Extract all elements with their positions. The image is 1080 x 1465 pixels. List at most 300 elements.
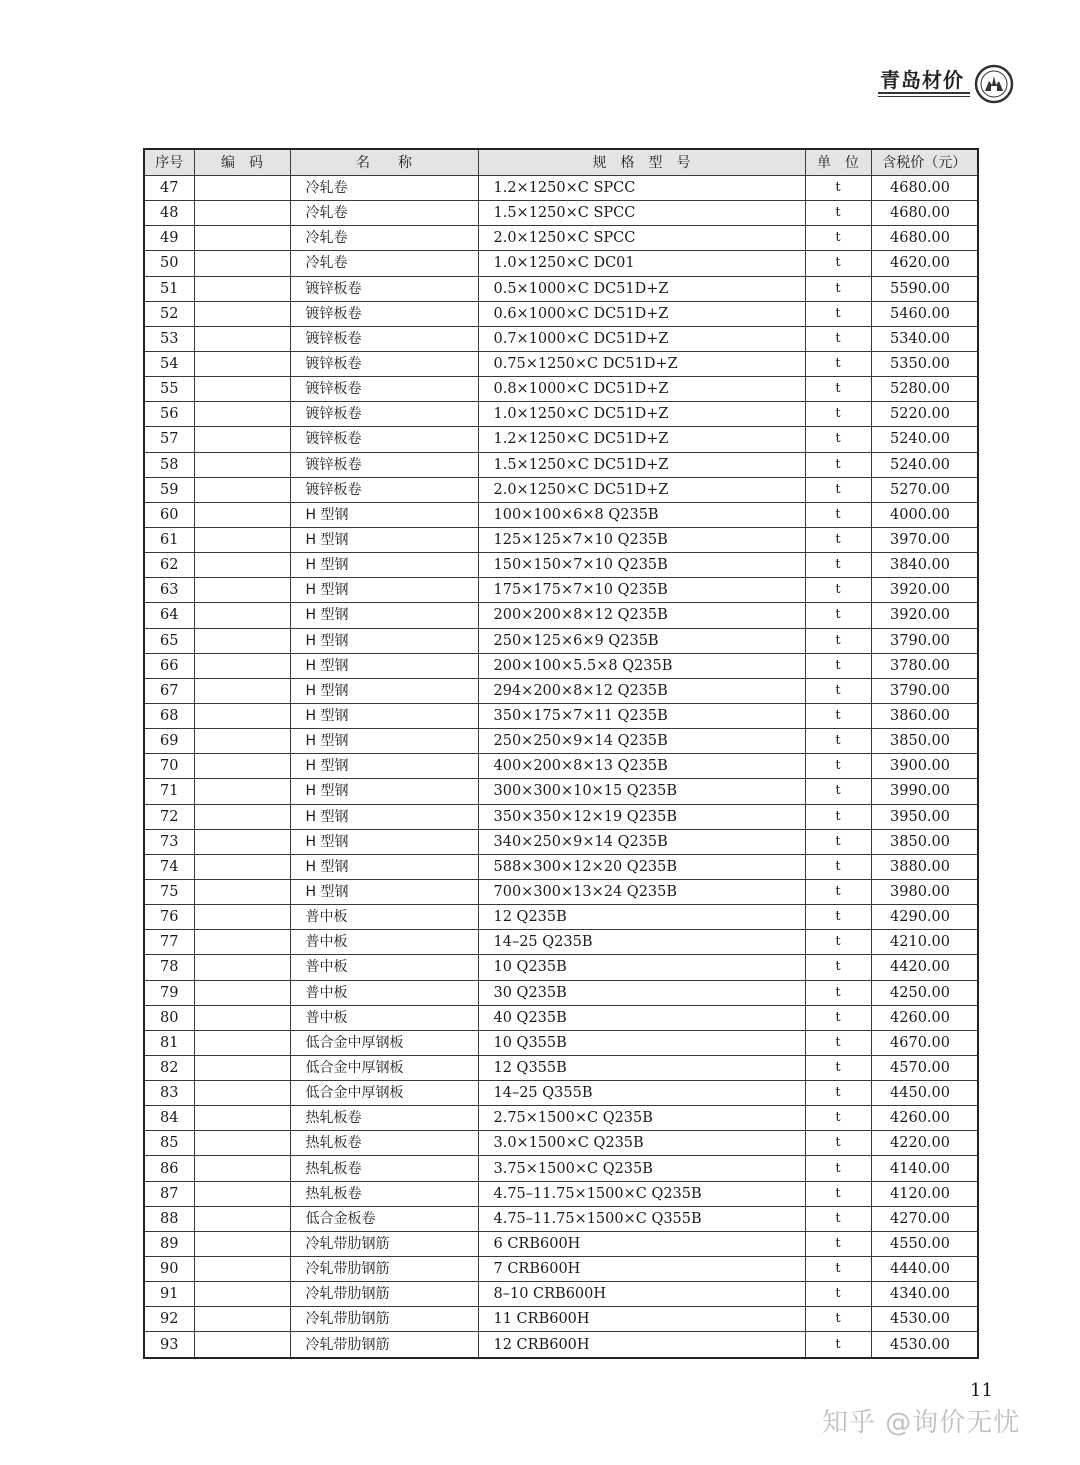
table-row	[144, 326, 978, 351]
cell-name: 热轧板卷	[290, 1181, 478, 1206]
cell-no: 69	[144, 729, 194, 754]
cell-spec: 3.0×1500×C Q235B	[478, 1131, 805, 1156]
cell-unit: t	[805, 527, 871, 552]
cell-price: 4680.00	[871, 226, 978, 251]
cell-spec: 340×250×9×14 Q235B	[478, 829, 805, 854]
cell-unit: t	[805, 1156, 871, 1181]
cell-unit: t	[805, 1081, 871, 1106]
cell-unit: t	[805, 754, 871, 779]
cell-code	[194, 553, 290, 578]
cell-no: 67	[144, 678, 194, 703]
cell-spec: 200×100×5.5×8 Q235B	[478, 653, 805, 678]
column-header-price: 含税价（元）	[871, 149, 978, 176]
cell-spec: 150×150×7×10 Q235B	[478, 553, 805, 578]
cell-unit: t	[805, 1307, 871, 1332]
cell-code	[194, 1282, 290, 1307]
cell-price: 4270.00	[871, 1206, 978, 1231]
cell-price: 4670.00	[871, 1030, 978, 1055]
cell-unit: t	[805, 955, 871, 980]
cell-name: 低合金板卷	[290, 1206, 478, 1231]
table-row	[144, 176, 978, 201]
cell-unit: t	[805, 1332, 871, 1358]
cell-code	[194, 452, 290, 477]
cell-price: 5280.00	[871, 377, 978, 402]
cell-unit: t	[805, 1231, 871, 1256]
cell-name: 镀锌板卷	[290, 276, 478, 301]
table-row	[144, 653, 978, 678]
cell-code	[194, 176, 290, 201]
cell-price: 5590.00	[871, 276, 978, 301]
cell-no: 68	[144, 703, 194, 728]
cell-name: H 型钢	[290, 779, 478, 804]
cell-unit: t	[805, 201, 871, 226]
cell-name: H 型钢	[290, 603, 478, 628]
cell-code	[194, 402, 290, 427]
cell-no: 93	[144, 1332, 194, 1358]
cell-price: 4340.00	[871, 1282, 978, 1307]
cell-spec: 300×300×10×15 Q235B	[478, 779, 805, 804]
cell-no: 56	[144, 402, 194, 427]
cell-price: 5220.00	[871, 402, 978, 427]
cell-price: 5350.00	[871, 351, 978, 376]
cell-spec: 2.75×1500×C Q235B	[478, 1106, 805, 1131]
cell-unit: t	[805, 276, 871, 301]
cell-no: 49	[144, 226, 194, 251]
cell-code	[194, 377, 290, 402]
cell-no: 83	[144, 1081, 194, 1106]
column-header-unit: 单 位	[805, 149, 871, 176]
cell-no: 91	[144, 1282, 194, 1307]
cell-name: H 型钢	[290, 502, 478, 527]
cell-price: 4440.00	[871, 1257, 978, 1282]
cell-price: 4420.00	[871, 955, 978, 980]
cell-code	[194, 326, 290, 351]
cell-code	[194, 251, 290, 276]
table-row	[144, 1131, 978, 1156]
cell-no: 92	[144, 1307, 194, 1332]
price-table	[143, 148, 979, 1359]
cell-no: 65	[144, 628, 194, 653]
cell-code	[194, 628, 290, 653]
cell-code	[194, 980, 290, 1005]
cell-unit: t	[805, 905, 871, 930]
cell-unit: t	[805, 251, 871, 276]
cell-spec: 7 CRB600H	[478, 1257, 805, 1282]
cell-spec: 0.75×1250×C DC51D+Z	[478, 351, 805, 376]
cell-code	[194, 1106, 290, 1131]
cell-spec: 250×125×6×9 Q235B	[478, 628, 805, 653]
cell-no: 63	[144, 578, 194, 603]
table-row	[144, 276, 978, 301]
cell-name: 冷轧带肋钢筋	[290, 1332, 478, 1358]
cell-price: 4570.00	[871, 1055, 978, 1080]
cell-code	[194, 678, 290, 703]
cell-name: 镀锌板卷	[290, 326, 478, 351]
cell-price: 3920.00	[871, 578, 978, 603]
cell-code	[194, 804, 290, 829]
cell-code	[194, 955, 290, 980]
cell-price: 4000.00	[871, 502, 978, 527]
cell-unit: t	[805, 1055, 871, 1080]
cell-no: 62	[144, 553, 194, 578]
cell-code	[194, 301, 290, 326]
cell-unit: t	[805, 553, 871, 578]
cell-price: 3980.00	[871, 879, 978, 904]
table-row	[144, 854, 978, 879]
cell-no: 77	[144, 930, 194, 955]
cell-unit: t	[805, 402, 871, 427]
cell-code	[194, 527, 290, 552]
cell-no: 75	[144, 879, 194, 904]
table-row	[144, 402, 978, 427]
cell-name: 低合金中厚钢板	[290, 1055, 478, 1080]
cell-no: 59	[144, 477, 194, 502]
cell-code	[194, 226, 290, 251]
cell-code	[194, 1005, 290, 1030]
table-row	[144, 351, 978, 376]
cell-no: 71	[144, 779, 194, 804]
cell-name: 冷轧卷	[290, 176, 478, 201]
table-row	[144, 226, 978, 251]
cell-price: 3880.00	[871, 854, 978, 879]
cell-code	[194, 502, 290, 527]
header-rule	[878, 96, 970, 97]
cell-spec: 0.8×1000×C DC51D+Z	[478, 377, 805, 402]
cell-spec: 2.0×1250×C SPCC	[478, 226, 805, 251]
cell-price: 5460.00	[871, 301, 978, 326]
table-row	[144, 1282, 978, 1307]
cell-price: 3780.00	[871, 653, 978, 678]
cell-name: 冷轧卷	[290, 251, 478, 276]
cell-unit: t	[805, 427, 871, 452]
cell-price: 3950.00	[871, 804, 978, 829]
cell-code	[194, 1030, 290, 1055]
cell-name: 普中板	[290, 955, 478, 980]
cell-unit: t	[805, 879, 871, 904]
table-row	[144, 905, 978, 930]
cell-no: 79	[144, 980, 194, 1005]
cell-spec: 11 CRB600H	[478, 1307, 805, 1332]
cell-name: 低合金中厚钢板	[290, 1030, 478, 1055]
cell-price: 4680.00	[871, 201, 978, 226]
cell-no: 78	[144, 955, 194, 980]
cell-no: 86	[144, 1156, 194, 1181]
cell-no: 53	[144, 326, 194, 351]
cell-name: 冷轧卷	[290, 226, 478, 251]
table-row	[144, 1332, 978, 1358]
cell-name: H 型钢	[290, 703, 478, 728]
cell-name: 热轧板卷	[290, 1156, 478, 1181]
cell-no: 84	[144, 1106, 194, 1131]
cell-no: 48	[144, 201, 194, 226]
cell-spec: 588×300×12×20 Q235B	[478, 854, 805, 879]
column-header-no: 序号	[144, 149, 194, 176]
cell-no: 82	[144, 1055, 194, 1080]
cell-code	[194, 1181, 290, 1206]
cell-unit: t	[805, 1106, 871, 1131]
cell-code	[194, 829, 290, 854]
cell-name: 普中板	[290, 905, 478, 930]
cell-no: 52	[144, 301, 194, 326]
cell-spec: 12 Q235B	[478, 905, 805, 930]
cell-no: 57	[144, 427, 194, 452]
cell-unit: t	[805, 1206, 871, 1231]
table-row	[144, 1156, 978, 1181]
cell-name: 镀锌板卷	[290, 427, 478, 452]
cell-code	[194, 1332, 290, 1358]
cell-spec: 14–25 Q355B	[478, 1081, 805, 1106]
cell-spec: 1.2×1250×C DC51D+Z	[478, 427, 805, 452]
cell-price: 4450.00	[871, 1081, 978, 1106]
publication-title: 青岛材价	[880, 68, 964, 92]
cell-spec: 400×200×8×13 Q235B	[478, 754, 805, 779]
table-row	[144, 427, 978, 452]
table-row	[144, 1231, 978, 1256]
cell-code	[194, 653, 290, 678]
cell-unit: t	[805, 729, 871, 754]
table-row	[144, 452, 978, 477]
cell-price: 3900.00	[871, 754, 978, 779]
cell-price: 4530.00	[871, 1332, 978, 1358]
cell-name: H 型钢	[290, 754, 478, 779]
cell-name: H 型钢	[290, 628, 478, 653]
cell-unit: t	[805, 854, 871, 879]
cell-spec: 350×175×7×11 Q235B	[478, 703, 805, 728]
cell-unit: t	[805, 578, 871, 603]
table-row	[144, 829, 978, 854]
cell-no: 66	[144, 653, 194, 678]
cell-code	[194, 351, 290, 376]
table-row	[144, 1005, 978, 1030]
cell-code	[194, 703, 290, 728]
cell-spec: 8–10 CRB600H	[478, 1282, 805, 1307]
cell-spec: 0.6×1000×C DC51D+Z	[478, 301, 805, 326]
cell-price: 3850.00	[871, 829, 978, 854]
column-header-name: 名 称	[290, 149, 478, 176]
table-body	[144, 176, 978, 1358]
cell-price: 3990.00	[871, 779, 978, 804]
table-row	[144, 930, 978, 955]
cell-unit: t	[805, 829, 871, 854]
cell-code	[194, 1131, 290, 1156]
cell-unit: t	[805, 176, 871, 201]
cell-unit: t	[805, 779, 871, 804]
cell-name: H 型钢	[290, 829, 478, 854]
cell-name: 普中板	[290, 930, 478, 955]
table-row	[144, 804, 978, 829]
cell-no: 58	[144, 452, 194, 477]
cell-price: 5240.00	[871, 452, 978, 477]
watermark: 知乎 @询价无忧	[822, 1408, 1021, 1438]
cell-code	[194, 578, 290, 603]
table-row	[144, 955, 978, 980]
table-row	[144, 553, 978, 578]
table-row	[144, 527, 978, 552]
cell-name: H 型钢	[290, 879, 478, 904]
cell-code	[194, 603, 290, 628]
cell-price: 4210.00	[871, 930, 978, 955]
cell-code	[194, 930, 290, 955]
cell-unit: t	[805, 377, 871, 402]
cell-price: 4260.00	[871, 1005, 978, 1030]
cell-no: 85	[144, 1131, 194, 1156]
table-row	[144, 1206, 978, 1231]
cell-spec: 294×200×8×12 Q235B	[478, 678, 805, 703]
cell-code	[194, 276, 290, 301]
cell-unit: t	[805, 226, 871, 251]
cell-code	[194, 1081, 290, 1106]
cell-no: 60	[144, 502, 194, 527]
cell-code	[194, 779, 290, 804]
table-row	[144, 1257, 978, 1282]
cell-name: H 型钢	[290, 804, 478, 829]
cell-unit: t	[805, 1030, 871, 1055]
table-row	[144, 628, 978, 653]
cell-name: 冷轧带肋钢筋	[290, 1307, 478, 1332]
cell-price: 4260.00	[871, 1106, 978, 1131]
cell-unit: t	[805, 452, 871, 477]
table-header-row	[144, 149, 978, 176]
table-row	[144, 1081, 978, 1106]
cell-price: 3860.00	[871, 703, 978, 728]
cell-name: 镀锌板卷	[290, 351, 478, 376]
table-row	[144, 754, 978, 779]
cell-unit: t	[805, 1282, 871, 1307]
table-row	[144, 578, 978, 603]
cell-no: 73	[144, 829, 194, 854]
table-row	[144, 1307, 978, 1332]
table-row	[144, 1030, 978, 1055]
cell-name: 镀锌板卷	[290, 477, 478, 502]
cell-code	[194, 754, 290, 779]
cell-unit: t	[805, 1005, 871, 1030]
cell-spec: 40 Q235B	[478, 1005, 805, 1030]
cell-spec: 1.0×1250×C DC51D+Z	[478, 402, 805, 427]
cell-code	[194, 1307, 290, 1332]
cell-price: 4680.00	[871, 176, 978, 201]
cell-spec: 12 Q355B	[478, 1055, 805, 1080]
cell-code	[194, 201, 290, 226]
cell-no: 74	[144, 854, 194, 879]
cell-spec: 1.5×1250×C DC51D+Z	[478, 452, 805, 477]
cell-no: 51	[144, 276, 194, 301]
cell-unit: t	[805, 678, 871, 703]
cell-name: 低合金中厚钢板	[290, 1081, 478, 1106]
header-rule	[878, 92, 970, 94]
table-row	[144, 377, 978, 402]
cell-price: 5270.00	[871, 477, 978, 502]
table-row	[144, 201, 978, 226]
cell-name: H 型钢	[290, 527, 478, 552]
cell-no: 90	[144, 1257, 194, 1282]
cell-spec: 14–25 Q235B	[478, 930, 805, 955]
cell-name: H 型钢	[290, 678, 478, 703]
cell-code	[194, 1055, 290, 1080]
cell-unit: t	[805, 628, 871, 653]
cell-spec: 700×300×13×24 Q235B	[478, 879, 805, 904]
cell-no: 87	[144, 1181, 194, 1206]
cell-unit: t	[805, 1131, 871, 1156]
column-header-spec: 规 格 型 号	[478, 149, 805, 176]
cell-price: 4220.00	[871, 1131, 978, 1156]
cell-spec: 350×350×12×19 Q235B	[478, 804, 805, 829]
cell-spec: 100×100×6×8 Q235B	[478, 502, 805, 527]
cell-no: 54	[144, 351, 194, 376]
cell-unit: t	[805, 301, 871, 326]
table-row	[144, 729, 978, 754]
cell-spec: 2.0×1250×C DC51D+Z	[478, 477, 805, 502]
cell-no: 55	[144, 377, 194, 402]
cell-name: H 型钢	[290, 653, 478, 678]
cell-unit: t	[805, 653, 871, 678]
cell-spec: 250×250×9×14 Q235B	[478, 729, 805, 754]
cell-name: 镀锌板卷	[290, 301, 478, 326]
cell-spec: 125×125×7×10 Q235B	[478, 527, 805, 552]
cell-price: 3840.00	[871, 553, 978, 578]
cell-spec: 3.75×1500×C Q235B	[478, 1156, 805, 1181]
cell-unit: t	[805, 326, 871, 351]
cell-name: 普中板	[290, 1005, 478, 1030]
cell-price: 4120.00	[871, 1181, 978, 1206]
cell-code	[194, 879, 290, 904]
cell-unit: t	[805, 603, 871, 628]
cell-spec: 200×200×8×12 Q235B	[478, 603, 805, 628]
publication-logo-icon	[974, 64, 1014, 104]
cell-no: 81	[144, 1030, 194, 1055]
cell-price: 4550.00	[871, 1231, 978, 1256]
cell-unit: t	[805, 703, 871, 728]
cell-spec: 175×175×7×10 Q235B	[478, 578, 805, 603]
table-row	[144, 703, 978, 728]
cell-spec: 4.75–11.75×1500×C Q355B	[478, 1206, 805, 1231]
cell-no: 64	[144, 603, 194, 628]
cell-price: 5340.00	[871, 326, 978, 351]
cell-unit: t	[805, 477, 871, 502]
cell-name: H 型钢	[290, 854, 478, 879]
cell-unit: t	[805, 351, 871, 376]
cell-code	[194, 905, 290, 930]
cell-name: 冷轧卷	[290, 201, 478, 226]
cell-unit: t	[805, 804, 871, 829]
cell-spec: 10 Q235B	[478, 955, 805, 980]
cell-name: 镀锌板卷	[290, 377, 478, 402]
column-header-code: 编 码	[194, 149, 290, 176]
cell-price: 3970.00	[871, 527, 978, 552]
cell-no: 72	[144, 804, 194, 829]
cell-spec: 6 CRB600H	[478, 1231, 805, 1256]
cell-price: 5240.00	[871, 427, 978, 452]
cell-name: 冷轧带肋钢筋	[290, 1231, 478, 1256]
table-row	[144, 1106, 978, 1131]
cell-name: H 型钢	[290, 729, 478, 754]
cell-no: 50	[144, 251, 194, 276]
cell-name: 冷轧带肋钢筋	[290, 1282, 478, 1307]
cell-spec: 0.5×1000×C DC51D+Z	[478, 276, 805, 301]
cell-unit: t	[805, 502, 871, 527]
cell-no: 76	[144, 905, 194, 930]
cell-unit: t	[805, 1257, 871, 1282]
table-row	[144, 879, 978, 904]
cell-price: 3790.00	[871, 628, 978, 653]
cell-price: 3920.00	[871, 603, 978, 628]
cell-price: 3790.00	[871, 678, 978, 703]
cell-spec: 4.75–11.75×1500×C Q235B	[478, 1181, 805, 1206]
cell-code	[194, 427, 290, 452]
cell-code	[194, 729, 290, 754]
cell-spec: 1.2×1250×C SPCC	[478, 176, 805, 201]
table-row	[144, 1055, 978, 1080]
cell-price: 4290.00	[871, 905, 978, 930]
